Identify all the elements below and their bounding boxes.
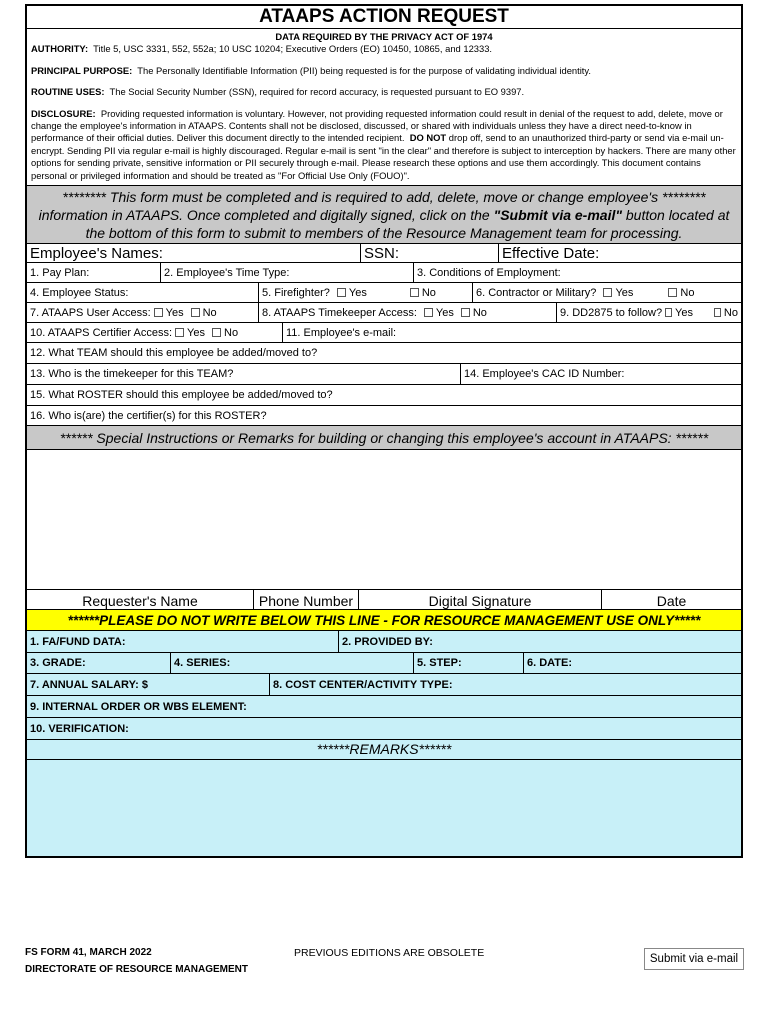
form-footer: [25, 944, 248, 978]
contractor-yes-checkbox[interactable]: [603, 288, 612, 297]
dd2875-no-label: No: [723, 306, 738, 319]
obsolete-notice: PREVIOUS EDITIONS ARE OBSOLETE: [294, 947, 485, 959]
firefighter-label: 5. Firefighter?: [262, 286, 330, 299]
rm-provided-by-field[interactable]: [339, 631, 741, 652]
form-number: FS FORM 41, MARCH 2022: [25, 947, 152, 958]
banner-bold: "Submit via e-mail": [493, 207, 622, 224]
rm-salary-label: 7. ANNUAL SALARY: $: [30, 678, 148, 691]
timekeeper-access-yes-checkbox[interactable]: [424, 308, 433, 317]
privacy-heading: DATA REQUIRED BY THE PRIVACY ACT OF 1974: [275, 31, 493, 42]
dd2875-yes-checkbox[interactable]: [665, 308, 672, 317]
contractor-field: [473, 283, 741, 302]
certifier-label: 16. Who is(are) the certifier(s) for this ROSTER?: [30, 409, 267, 422]
requester-name-label: Requester's Name: [82, 593, 198, 610]
rm-series-field[interactable]: [171, 653, 414, 673]
rm-grade-field[interactable]: [27, 653, 171, 673]
certifier-access-yes-label: Yes: [187, 326, 205, 339]
privacy-act-statement: [27, 29, 741, 186]
digital-signature-label: Digital Signature: [428, 593, 532, 610]
timekeeper-label: 13. Who is the timekeeper for this TEAM?: [30, 368, 234, 381]
roster-field[interactable]: [27, 385, 741, 405]
employee-names-label: Employee's Names:: [30, 244, 163, 262]
rm-date-label: 6. DATE:: [527, 657, 573, 670]
firefighter-no-label: No: [421, 286, 436, 299]
authority-text: Title 5, USC 3331, 552, 552a; 10 USC 10204; Executive Orders (EO) 10450, 10865, and 12333.: [93, 43, 493, 55]
cac-label: 14. Employee's CAC ID Number:: [464, 368, 625, 381]
disclosure-text-1: Providing requested information is voluntary. However, not providing requested information could result in denial of the request to add, delete, move or change the employee's information in ATAAPS. Contents shall not be disclosed, discussed, or shared with individuals unless they have a direct need-to-know in performance of their official duties. Deliver this document directly to the intended recipient.: [31, 107, 723, 144]
contractor-yes-label: Yes: [615, 286, 634, 299]
timekeeper-access-label: 8. ATAAPS Timekeeper Access:: [262, 306, 417, 319]
rm-remarks-heading: ******REMARKS******: [27, 740, 741, 760]
submit-via-email-button[interactable]: Submit via e-mail: [644, 948, 744, 970]
effective-date-label: Effective Date:: [502, 244, 600, 262]
timekeeper-access-field: [259, 303, 557, 322]
user-access-yes-label: Yes: [165, 306, 184, 319]
form-title: ATAAPS ACTION REQUEST: [27, 6, 741, 29]
phone-number-field[interactable]: [254, 590, 359, 609]
purpose-label: PRINCIPAL PURPOSE:: [31, 64, 133, 76]
rm-series-label: 4. SERIES:: [174, 657, 231, 670]
rm-salary-field[interactable]: [27, 674, 270, 695]
rm-provided-by-label: 2. PROVIDED BY:: [342, 635, 433, 648]
user-access-yes-checkbox[interactable]: [154, 308, 163, 317]
certifier-access-no-checkbox[interactable]: [212, 328, 221, 337]
purpose-text: The Personally Identifiable Information (PII) being requested is for the purpose of validating individual identity.: [137, 64, 592, 76]
requester-name-field[interactable]: [27, 590, 254, 609]
effective-date-field[interactable]: [499, 244, 741, 262]
ssn-label: SSN:: [364, 244, 400, 262]
certifier-access-field: [27, 323, 283, 342]
disclosure-text-2: drop off, send to an unauthorized third-party or send via e-mail un-encrypt. Sending PII via regular e-mail is highly discouraged. Regular e-mail is sent "in the clear" and therefore is subject to interception by hackers. There are many other options for sending private, sensitive information or PII securely through e-mail. Please research these options and use them accordingly. This document contains personal or privileged information and should be treated as "For Official Use Only (FOUO)".: [31, 132, 736, 181]
date-label: Date: [656, 593, 687, 610]
rm-verification-field[interactable]: [27, 718, 741, 739]
employee-status-label: 4. Employee Status:: [30, 286, 129, 299]
disclosure-label: DISCLOSURE:: [31, 107, 96, 119]
date-field[interactable]: [602, 590, 741, 609]
ssn-field[interactable]: [361, 244, 499, 262]
instruction-banner: [27, 186, 741, 244]
certifier-field[interactable]: [27, 406, 741, 425]
dd2875-yes-label: Yes: [675, 306, 693, 319]
rm-verification-label: 10. VERIFICATION:: [30, 722, 129, 735]
user-access-label: 7. ATAAPS User Access:: [30, 306, 151, 319]
dd2875-field: [557, 303, 741, 322]
email-field[interactable]: [283, 323, 741, 342]
email-label: 11. Employee's e-mail:: [286, 326, 397, 339]
user-access-no-label: No: [202, 306, 217, 319]
digital-signature-field[interactable]: [359, 590, 602, 609]
rm-internal-order-label: 9. INTERNAL ORDER OR WBS ELEMENT:: [30, 700, 247, 713]
user-access-field: [27, 303, 259, 322]
conditions-field[interactable]: [414, 263, 741, 282]
team-field[interactable]: [27, 343, 741, 363]
routine-text: The Social Security Number (SSN), required for record accuracy, is requested pursuant to EO 9397.: [109, 86, 525, 98]
firefighter-yes-label: Yes: [348, 286, 367, 299]
rm-step-field[interactable]: [414, 653, 524, 673]
rm-step-label: 5. STEP:: [417, 657, 462, 670]
contractor-no-checkbox[interactable]: [668, 288, 677, 297]
firefighter-no-checkbox[interactable]: [410, 288, 419, 297]
certifier-access-label: 10. ATAAPS Certifier Access:: [30, 326, 173, 339]
disclosure-bold: DO NOT: [409, 132, 447, 144]
timekeeper-access-no-label: No: [472, 306, 487, 319]
time-type-label: 2. Employee's Time Type:: [164, 266, 290, 279]
rm-fa-fund-label: 1. FA/FUND DATA:: [30, 635, 126, 648]
rm-date-field[interactable]: [524, 653, 741, 673]
dd2875-label: 9. DD2875 to follow?: [560, 306, 663, 319]
conditions-label: 3. Conditions of Employment:: [417, 266, 561, 279]
rm-cost-center-label: 8. COST CENTER/ACTIVITY TYPE:: [273, 678, 453, 691]
certifier-access-yes-checkbox[interactable]: [175, 328, 184, 337]
banner-text-2: button located at the bottom of this form to submit to members of the Resource Management team for processing.: [85, 207, 730, 242]
resource-management-section: [27, 631, 741, 740]
rm-use-only-warning: ******PLEASE DO NOT WRITE BELOW THIS LINE - FOR RESOURCE MANAGEMENT USE ONLY*****: [27, 610, 741, 630]
special-instructions-textarea[interactable]: [27, 450, 741, 590]
authority-label: AUTHORITY:: [31, 43, 89, 55]
contractor-label: 6. Contractor or Military?: [476, 286, 597, 299]
cac-field[interactable]: [461, 364, 741, 384]
time-type-field[interactable]: [161, 263, 414, 282]
rm-internal-order-field[interactable]: [27, 696, 741, 717]
pay-plan-field[interactable]: [27, 263, 161, 282]
roster-label: 15. What ROSTER should this employee be added/moved to?: [30, 389, 333, 402]
rm-remarks-textarea[interactable]: [27, 760, 741, 856]
timekeeper-access-no-checkbox[interactable]: [461, 308, 470, 317]
firefighter-yes-checkbox[interactable]: [337, 288, 346, 297]
special-instructions-heading: ****** Special Instructions or Remarks for building or changing this employee's account in ATAAPS: ******: [59, 429, 709, 446]
firefighter-field: [259, 283, 473, 302]
banner-text-1: ******** This form must be completed and is required to add, delete, move or change employee's ******** information in ATAAPS. Once completed and digitally signed, click on the: [38, 189, 706, 224]
dd2875-no-checkbox[interactable]: [714, 308, 721, 317]
rm-grade-label: 3. GRADE:: [30, 657, 86, 670]
timekeeper-field[interactable]: [27, 364, 461, 384]
certifier-access-no-label: No: [224, 326, 239, 339]
employee-status-field[interactable]: [27, 283, 259, 302]
routine-label: ROUTINE USES:: [31, 86, 105, 98]
rm-cost-center-field[interactable]: [270, 674, 741, 695]
rm-remarks-section: [27, 740, 741, 856]
team-label: 12. What TEAM should this employee be added/moved to?: [30, 347, 318, 360]
employee-names-field[interactable]: [27, 244, 361, 262]
contractor-no-label: No: [680, 286, 695, 299]
phone-number-label: Phone Number: [258, 593, 354, 610]
rm-fa-fund-field[interactable]: [27, 631, 339, 652]
pay-plan-label: 1. Pay Plan:: [30, 266, 90, 279]
user-access-no-checkbox[interactable]: [191, 308, 200, 317]
timekeeper-access-yes-label: Yes: [435, 306, 454, 319]
directorate-name: DIRECTORATE OF RESOURCE MANAGEMENT: [25, 964, 248, 975]
ataaps-form: [25, 4, 743, 858]
